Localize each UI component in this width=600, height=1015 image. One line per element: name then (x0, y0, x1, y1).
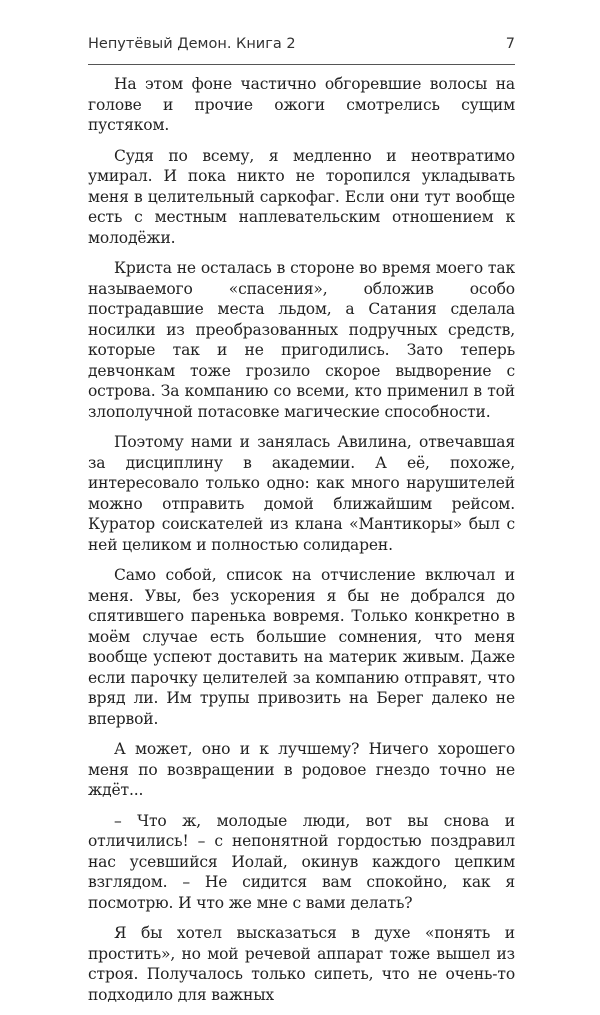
paragraph: Я бы хотел высказаться в духе «понять и простить», но мой речевой аппарат тоже вышел из строя. Получалось только сипеть, что не очень-то подходило для важных (88, 924, 515, 1004)
page-number: 7 (505, 36, 515, 52)
running-header (88, 36, 515, 52)
paragraph: – Что ж, молодые люди, вот вы снова и отличились! – с непонятной гордостью поздравил нас усевшийся Иолай, окинув каждого цепким взглядом. – Не сидится вам спокойно, как я посмотрю. И что же мне с вами делать? (88, 811, 515, 912)
paragraph: Криста не осталась в стороне во время моего так называемого «спасения», обложив особо пострадавшие места льдом, а Сатания сделала носилки из преобразованных подручных средств, которые так и не пригодились. Зато теперь девчонкам тоже грозило скорое выдворение с острова. За компанию со всеми, кто применил в той злополучной потасовке магические способности. (88, 259, 515, 421)
paragraph: А может, оно и к лучшему? Ничего хорошего меня по возвращении в родовое гнездо точно не ждёт... (88, 740, 515, 799)
header-divider (88, 64, 515, 65)
paragraph: Само собой, список на отчисление включал и меня. Увы, без ускорения я бы не добрался до спятившего паренька вовремя. Только конкретно в моём случае есть большие сомнения, что меня вообще успеют доставить на материк живым. Даже если парочку целителей за компанию отправят, что вряд ли. Им трупы привозить на Берег далеко не впервой. (88, 566, 515, 728)
body-text (88, 74, 515, 1015)
book-title: Непутёвый Демон. Книга 2 (88, 36, 296, 52)
paragraph: Судя по всему, я медленно и неотвратимо умирал. И пока никто не торопился укладывать меня в целительный саркофаг. Если они тут вообще есть с местным наплевательским отношением к молодёжи. (88, 146, 515, 247)
paragraph: На этом фоне частично обгоревшие волосы на голове и прочие ожоги смотрелись сущим пустяком. (88, 75, 515, 134)
paragraph: Поэтому нами и занялась Авилина, отвечавшая за дисциплину в академии. А её, похоже, интересовало только одно: как много нарушителей можно отправить домой ближайшим рейсом. Куратор соискателей из клана «Мантикоры» был с ней целиком и полностью солидарен. (88, 433, 515, 554)
